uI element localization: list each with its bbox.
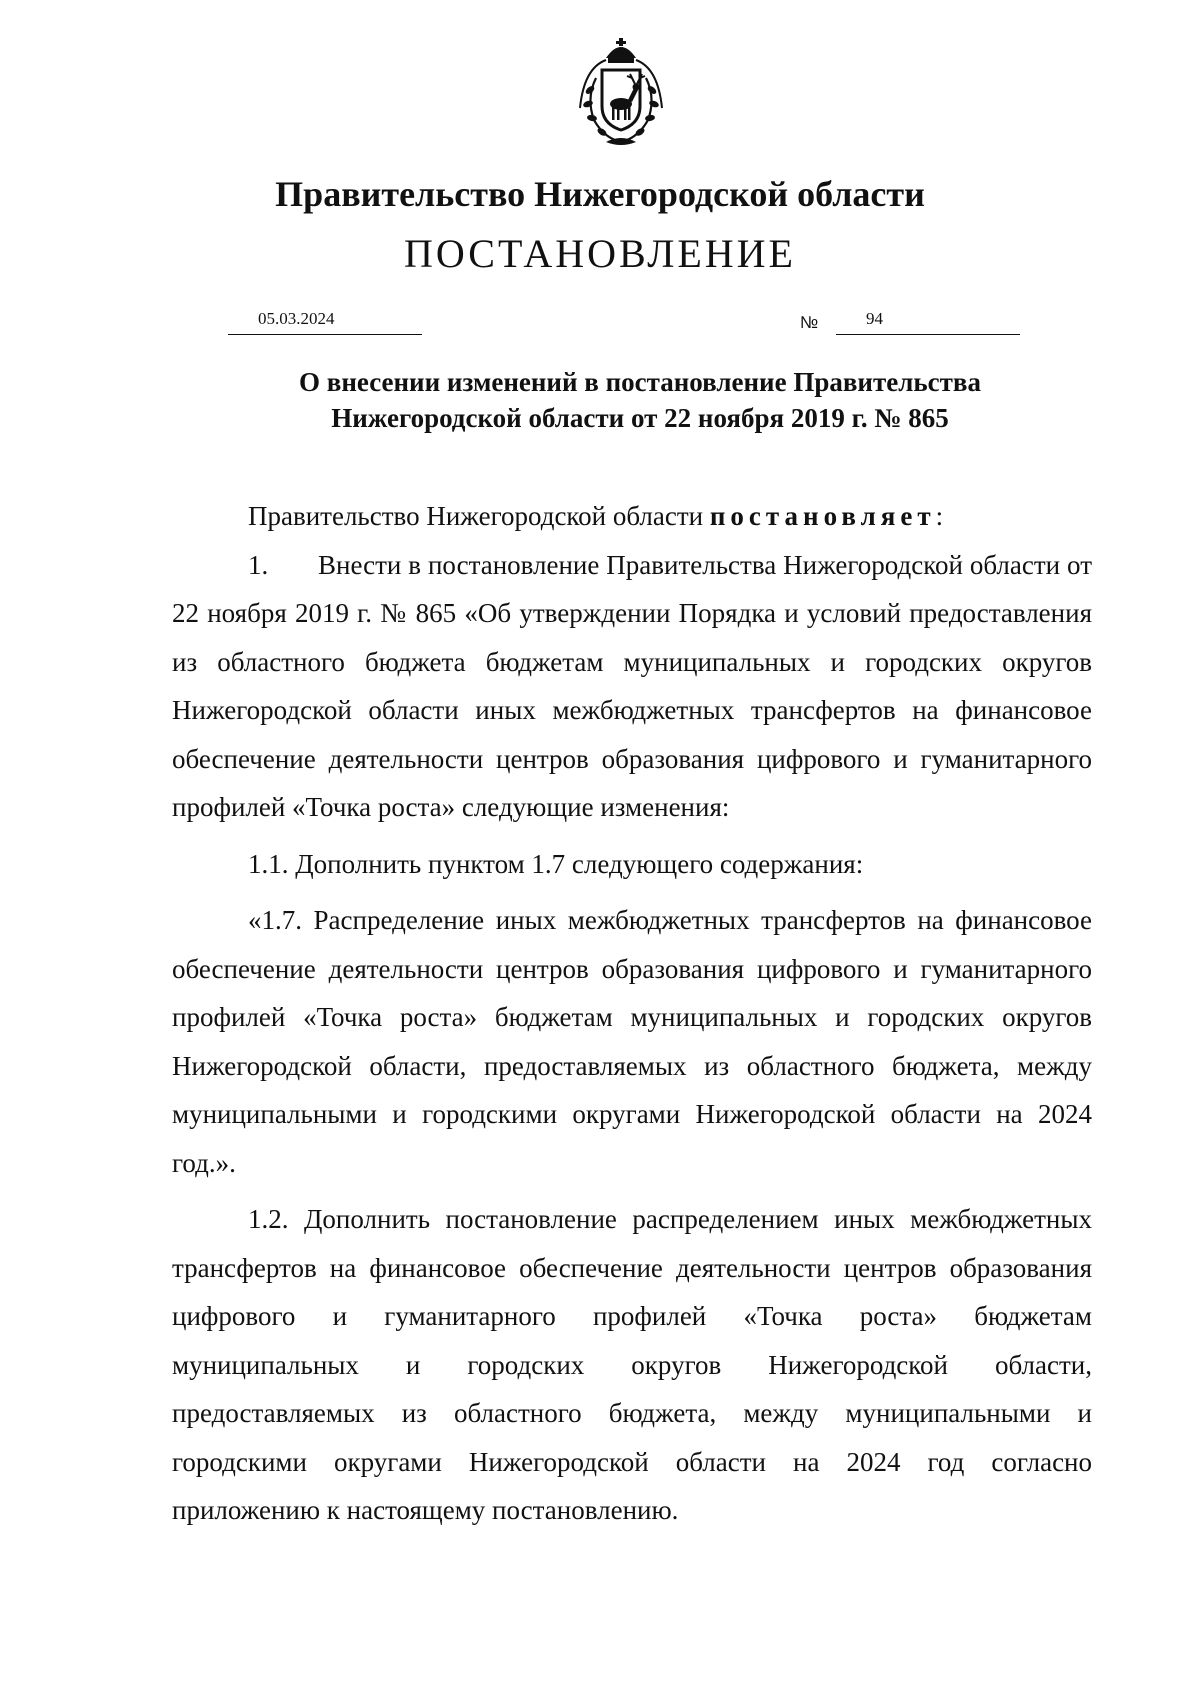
number-sign: №	[800, 313, 819, 332]
organization-title: Правительство Нижегородской области	[275, 174, 925, 214]
document-type: ПОСТАНОВЛЕНИЕ	[404, 231, 796, 276]
coat-of-arms-icon	[566, 38, 676, 150]
paragraph-1-text: Внести в постановление Правительства Нижегородской области от 22 ноября 2019 г. № 865 «Об утверждении Порядка и условий предоставления из областного бюджета бюджетам муниципальных и городских округов Нижегородской области иных межбюджетных трансфертов на финансовое обеспечение деятельности центров образования цифрового и гуманитарного профилей «Точка роста» следующие изменения:	[172, 549, 1092, 822]
intro-paragraph	[172, 492, 1092, 541]
document-number: 94	[866, 309, 883, 328]
subject-line-1: О внесении изменений в постановление Правительства	[299, 367, 981, 397]
document-subject	[180, 364, 1100, 436]
intro-suffix: :	[935, 501, 944, 531]
paragraph-1-1: 1.1. Дополнить пунктом 1.7 следующего содержания:	[248, 848, 864, 879]
intro-decree-word: постановляет	[709, 501, 936, 531]
paragraph-1-number: 1.	[248, 549, 269, 580]
paragraph-1	[172, 541, 1092, 832]
subject-line-2: Нижегородской области от 22 ноября 2019 г. № 865	[331, 403, 949, 433]
document-body	[172, 492, 1092, 1535]
paragraph-1-7: «1.7. Распределение иных межбюджетных трансфертов на финансовое обеспечение деятельности центров образования цифрового и гуманитарного профилей «Точка роста» бюджетам муниципальных и городских округов Нижегородской области, предоставляемых из областного бюджета, между муниципальными и городскими округами Нижегородской области на 2024 год.».	[172, 905, 1092, 1178]
number-field	[836, 308, 1020, 335]
date-field	[228, 308, 422, 335]
paragraph-1-2: 1.2. Дополнить постановление распределением иных межбюджетных трансфертов на финансовое обеспечение деятельности центров образования цифрового и гуманитарного профилей «Точка роста» бюджетам муниципальных и городских округов Нижегородской области, предоставляемых из областного бюджета, между муниципальными и городскими округами Нижегородской области на 2024 год согласно приложению к настоящему постановлению.	[172, 1204, 1092, 1525]
intro-prefix: Правительство Нижегородской области	[248, 501, 704, 531]
document-date: 05.03.2024	[258, 309, 335, 328]
